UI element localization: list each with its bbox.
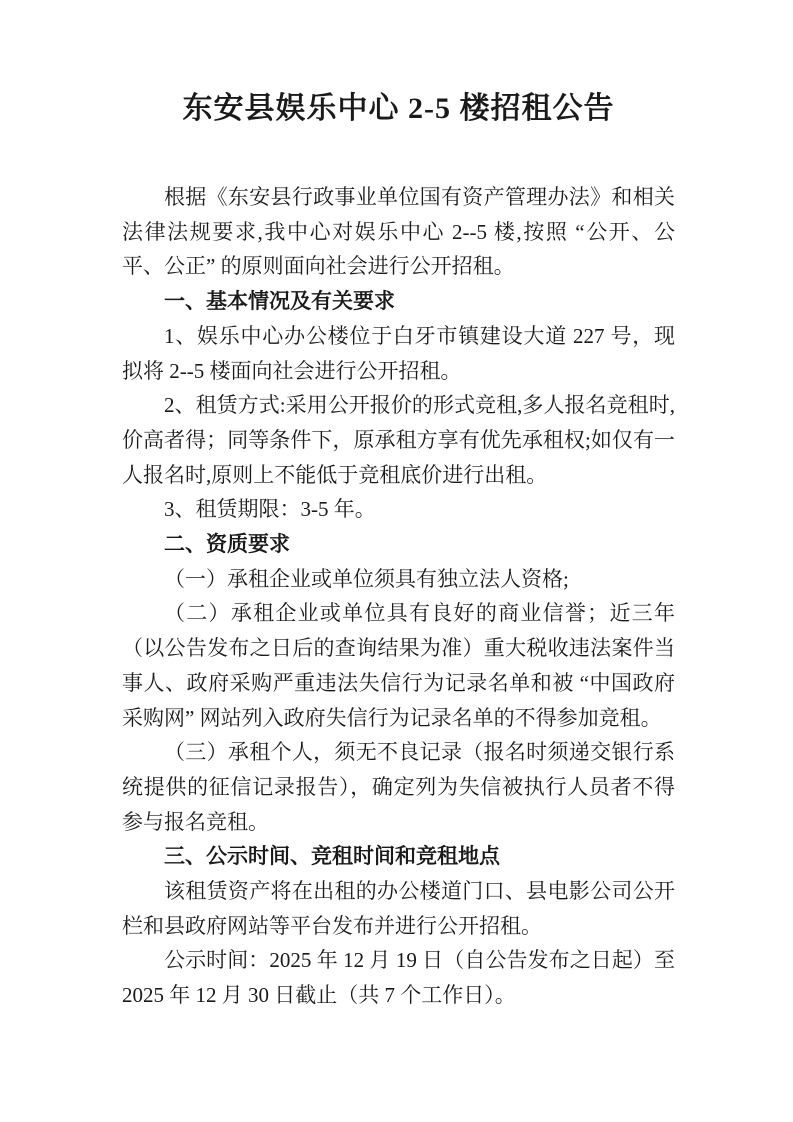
section-2-heading: 二、资质要求 xyxy=(164,532,290,557)
section-3-heading: 三、公示时间、竞租时间和竞租地点 xyxy=(164,844,500,869)
section-2-item-1: （一）承租企业或单位须具有独立法人资格; xyxy=(164,566,569,591)
section-1-item-1: 1、娱乐中心办公楼位于白牙市镇建设大道 227 号，现拟将 2--5 楼面向社会进行公开招租。 xyxy=(122,323,675,383)
intro-paragraph: 根据《东安县行政事业单位国有资产管理办法》和相关法律法规要求,我中心对娱乐中心 2--5 楼,按照 “公开、公平、公正” 的原则面向社会进行公开招租。 xyxy=(122,185,675,279)
section-2-item-2: （二）承租企业或单位具有良好的商业信誉；近三年（以公告发布之日后的查询结果为准）重大税收违法案件当事人、政府采购严重违法失信行为记录名单和被 “中国政府采购网” 网站列入政府失信行为记录名单的不得参加竞租。 xyxy=(122,601,675,730)
section-1-item-3: 3、租赁期限：3-5 年。 xyxy=(164,497,376,522)
section-3-body-1: 该租赁资产将在出租的办公楼道门口、县电影公司公开栏和县政府网站等平台发布并进行公开招租。 xyxy=(122,879,675,938)
section-1-item-2: 2、租赁方式:采用公开报价的形式竞租,多人报名竞租时,价高者得；同等条件下，原承租方享有优先承租权;如仅有一人报名时,原则上不能低于竞租底价进行出租。 xyxy=(122,393,675,487)
section-1-heading: 一、基本情况及有关要求 xyxy=(164,289,395,314)
page-title: 东安县娱乐中心 2-5 楼招租公告 xyxy=(182,92,615,125)
section-2-item-3: （三）承租个人，须无不良记录（报名时须递交银行系统提供的征信记录报告），确定列为失信被执行人员者不得参与报名竞租。 xyxy=(122,740,675,834)
section-3-body-2: 公示时间：2025 年 12 月 19 日（自公告发布之日起）至 2025 年 12 月 30 日截止（共 7 个工作日）。 xyxy=(122,948,675,1008)
